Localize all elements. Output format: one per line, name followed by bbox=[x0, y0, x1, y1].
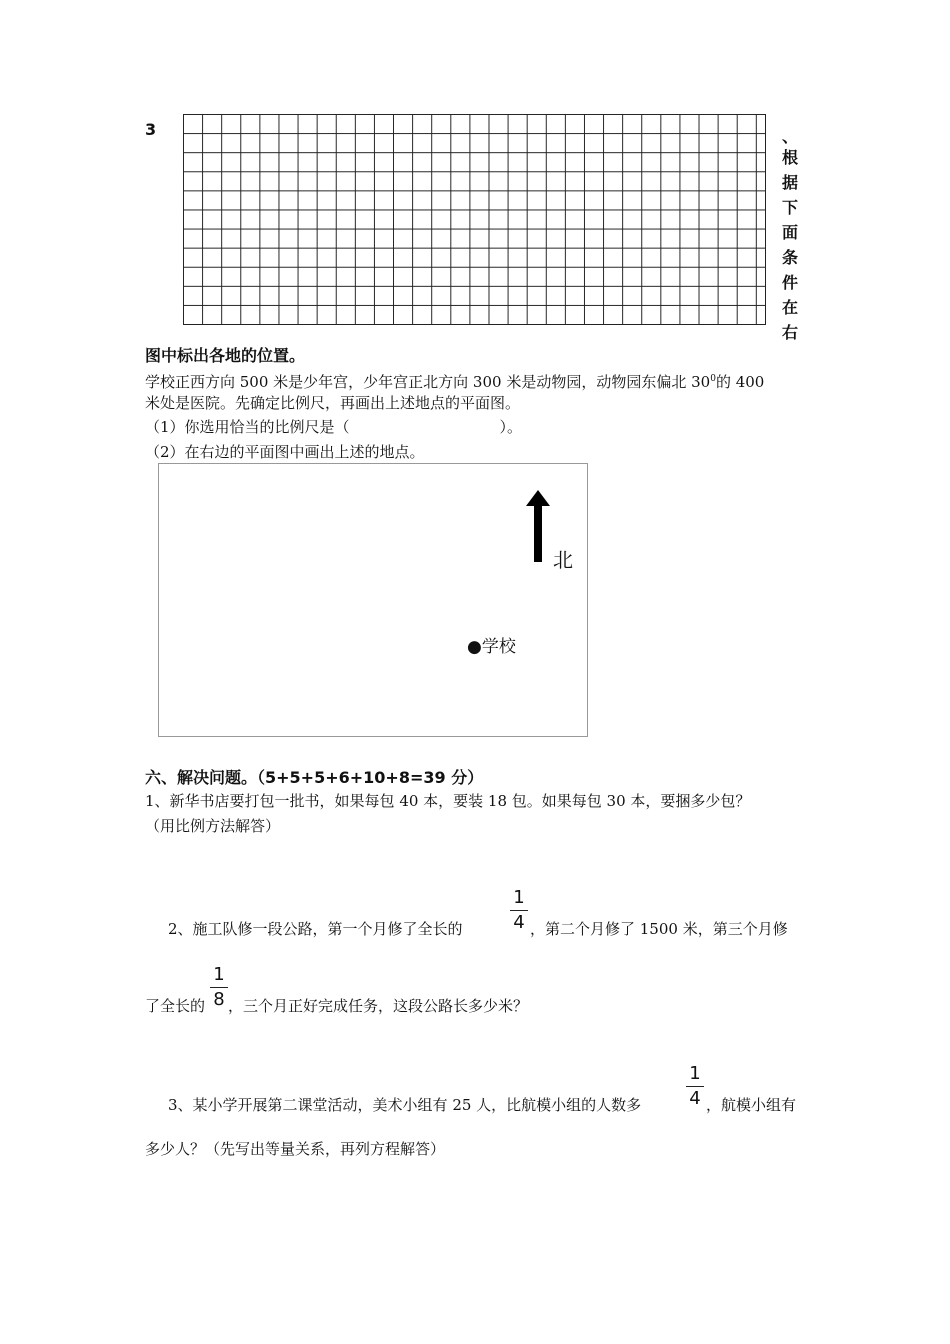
vertical-title-char: 条 bbox=[782, 248, 799, 267]
north-label: 北 bbox=[553, 548, 573, 572]
sub-question-2: （2）在右边的平面图中画出上述的地点。 bbox=[145, 443, 425, 461]
question-title: 图中标出各地的位置。 bbox=[145, 346, 306, 365]
fraction-one-quarter bbox=[686, 1064, 704, 1109]
fraction-one-eighth bbox=[210, 965, 228, 1010]
map-drawing-area[interactable] bbox=[158, 463, 588, 737]
school-label: 学校 bbox=[481, 637, 516, 657]
problem-2-text-a: 2、施工队修一段公路，第一个月修了全长的 bbox=[168, 920, 463, 938]
answer-grid bbox=[183, 114, 766, 325]
vertical-title-char: 根 bbox=[782, 148, 799, 167]
problem-2-text-d: ，三个月正好完成任务，这段公路长多少米？ bbox=[228, 997, 529, 1015]
vertical-title-char: 、 bbox=[782, 127, 799, 146]
question-number: 3 bbox=[145, 120, 157, 139]
fraction-one-quarter bbox=[510, 888, 528, 933]
north-arrow-icon bbox=[525, 490, 551, 564]
degree-superscript: 0 bbox=[710, 374, 716, 384]
sub-question-1-end: ）。 bbox=[499, 418, 523, 436]
description-text: 的 400 bbox=[715, 373, 765, 391]
school-marker bbox=[467, 632, 516, 657]
fraction-denominator: 8 bbox=[213, 989, 225, 1010]
problem-3-text-b: ，航模小组有 bbox=[706, 1096, 797, 1114]
fraction-numerator: 1 bbox=[510, 888, 528, 911]
problem-2-text-b: ，第二个月修了 1500 米，第三个月修 bbox=[530, 920, 788, 938]
description-text: 学校正西方向 500 米是少年宫，少年宫正北方向 300 米是动物园，动物园东偏北 30 bbox=[145, 373, 711, 391]
problem-1-line-1: 1、新华书店要打包一批书，如果每包 40 本，要装 18 包。如果每包 30 本，要捆多少包？ bbox=[145, 792, 751, 810]
description-line-2: 米处是医院。先确定比例尺，再画出上述地点的平面图。 bbox=[145, 394, 521, 412]
vertical-title-char: 件 bbox=[782, 273, 799, 292]
fraction-denominator: 4 bbox=[689, 1088, 701, 1109]
problem-1-line-2: （用比例方法解答） bbox=[145, 817, 281, 835]
sub-question-1 bbox=[145, 416, 522, 438]
section-heading: 六、解决问题。（5+5+5+6+10+8=39 分） bbox=[145, 768, 484, 787]
fraction-denominator: 4 bbox=[513, 912, 525, 933]
vertical-title-char: 在 bbox=[782, 298, 799, 317]
vertical-title-char: 下 bbox=[782, 198, 799, 217]
vertical-title-char: 右 bbox=[782, 323, 799, 342]
vertical-title-char: 面 bbox=[782, 223, 799, 242]
fraction-numerator: 1 bbox=[686, 1064, 704, 1087]
question-description bbox=[145, 368, 764, 393]
problem-3-text-c: 多少人？（先写出等量关系，再列方程解答） bbox=[145, 1140, 446, 1158]
sub-question-1-text: （1）你选用恰当的比例尺是（ bbox=[145, 418, 350, 436]
vertical-title-char: 据 bbox=[782, 173, 799, 192]
problem-2-text-c: 了全长的 bbox=[145, 997, 206, 1015]
problem-3-text-a: 3、某小学开展第二课堂活动，美术小组有 25 人，比航模小组的人数多 bbox=[168, 1096, 642, 1114]
fraction-numerator: 1 bbox=[210, 965, 228, 988]
school-dot-icon: ● bbox=[467, 637, 482, 657]
